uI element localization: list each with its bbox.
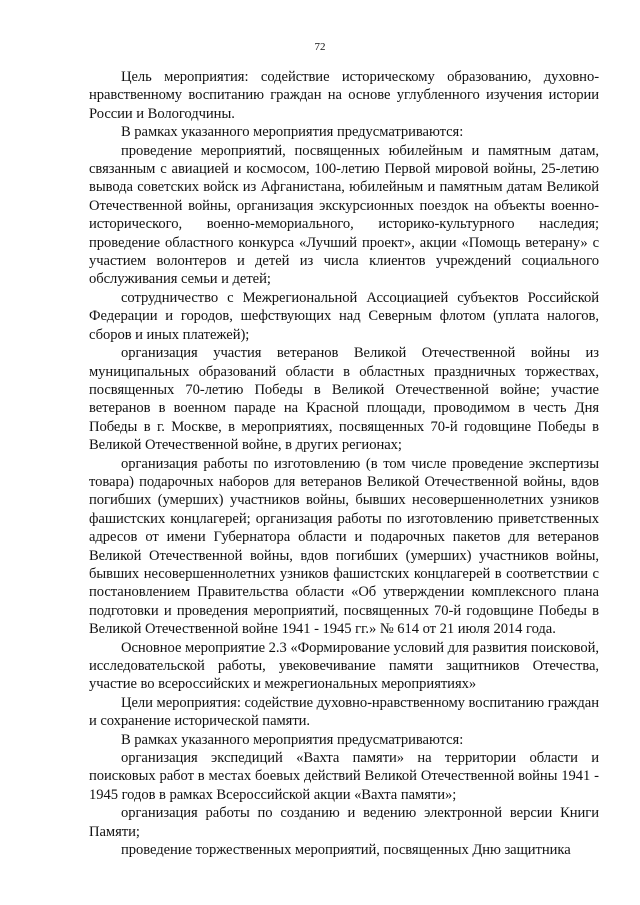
paragraph-gift-sets: организация работы по изготовлению (в том числе проведение экспертизы товара) подарочных наборов для ветеранов Великой Отечественной войны, вдов погибших (умерших) участников войны, бывших несовершеннолетних узников фашистских концлагерей; организация работы по изготовлению приветственных адресов от имени Губернатора области и подарочных пакетов для ветеранов Великой Отечественной войны, вдов погибших (умерших) участников войны, бывших несовершеннолетних узников фашистских концлагерей в соответствии с постановлением Правительства области «Об утверждении комплексного плана подготовки и проведения мероприятий, посвященных 70-й годовщине Победы в Великой Отечественной войне 1941 - 1945 гг.» № 614 от 21 июля 2014 года.: [89, 455, 599, 638]
paragraph-ceremonial-events: проведение торжественных мероприятий, посвященных Дню защитника: [121, 842, 571, 859]
paragraph-provisions-intro: В рамках указанного мероприятия предусматриваются:: [121, 124, 464, 141]
paragraph-book-of-memory: организация работы по созданию и ведению электронной версии Книги Памяти;: [89, 805, 599, 840]
paragraph-main-event-2-3: Основное мероприятие 2.3 «Формирование условий для развития поисковой, исследовательской работы, увековечивание памяти защитников Отечества, участие во всероссийских и межрегиональных мероприятиях»: [89, 639, 599, 693]
paragraph-memory-watch: организация экспедиций «Вахта памяти» на территории области и поисковых работ в местах боевых действий Великой Отечественной войны 1941 - 1945 годов в рамках Всероссийской акции «Вахта памяти»;: [89, 750, 599, 803]
paragraph-event-goal: Цель мероприятия: содействие историческому образованию, духовно-нравственному воспитанию граждан на основе углубленного изучения истории России и Вологодчины.: [89, 69, 599, 122]
paragraph-anniversary-events: проведение мероприятий, посвященных юбилейным и памятным датам, связанным с авиацией и космосом, 100-летию Первой мировой войны, 25-летию вывода советских войск из Афганистана, юбилейным и памятным датам Великой Отечественной войны, организация экскурсионных поездок на объекты военно-исторического, военно-мемориального, историко-культурного наследия; проведение областного конкурса «Лучший проект», акции «Помощь ветерану» с участием волонтеров и детей из числа клиентов учреждений социального обслуживания семьи и детей;: [89, 142, 599, 288]
paragraph-veterans-participation: организация участия ветеранов Великой Отечественной войны из муниципальных образований области в областных праздничных торжествах, посвященных 70-летию Победы в Великой Отечественной войне; участие ветеранов в военном параде на Красной площади, проводимом в честь Дня Победы в г. Москве, в мероприятиях, посвященных 70-й годовщине Победы в Великой Отечественной войне, в других регионах;: [89, 345, 599, 454]
paragraph-interregional-cooperation: сотрудничество с Межрегиональной Ассоциацией субъектов Российской Федерации и городов, шефствующих над Северным флотом (уплата налогов, сборов и иных платежей);: [89, 289, 599, 343]
paragraph-event-goals: Цели мероприятия: содействие духовно-нравственному воспитанию граждан и сохранение исторической памяти.: [89, 694, 599, 730]
page-number: 72: [314, 41, 326, 53]
document-body: [89, 68, 599, 859]
paragraph-provisions-intro-2: В рамках указанного мероприятия предусматриваются:: [121, 731, 464, 748]
